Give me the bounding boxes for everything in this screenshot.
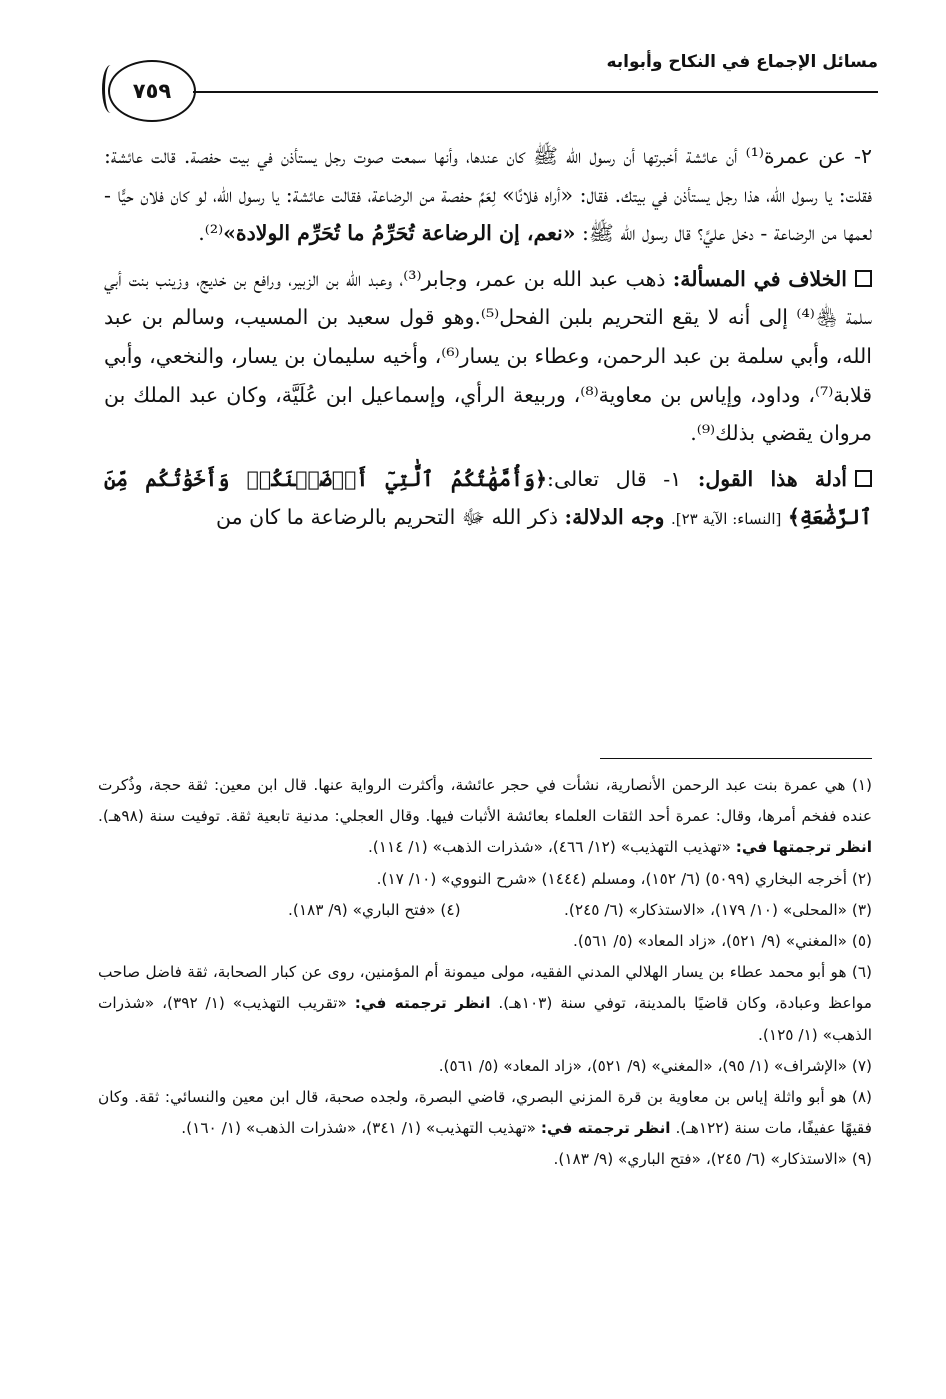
footnote-8 <box>98 1082 872 1144</box>
paragraph-hadith <box>104 137 872 253</box>
footnote-row-3-4 <box>98 895 872 926</box>
footnote-7: (٧) «الإشراف» (١/ ٩٥)، «المغني» (٩/ ٥٢١)، «زاد المعاد» (٥/ ٥٦١). <box>438 1056 872 1075</box>
footnote-1-refs: «تهذيب التهذيب» (١٢/ ٤٦٦)، «شذرات الذهب» (١/ ١١٤). <box>367 838 731 857</box>
footnote-8-label: انظر ترجمته في: <box>540 1119 671 1138</box>
square-bullet-icon <box>855 470 872 487</box>
header-rule <box>193 91 878 93</box>
footnote-8-text: (٨) هو أبو واثلة إياس بن معاوية بن قرة المزني البصري، قاضي البصرة، ولجده صحبة، قال ابن معين والنسائي: ثقة. وكان فقيهًا عفيفًا، مات سنة (١٢٢هـ). <box>98 1088 872 1138</box>
evidence-text-b: ذكر الله ﷻ التحريم بالرضاعة ما كان من <box>216 505 558 530</box>
footnote-3: (٣) «المحلى» (١٠/ ١٧٩)، «الاستذكار» (٦/ ٢٤٥). <box>564 900 872 919</box>
footnote-6 <box>98 957 872 1051</box>
hadith-quote: «نعم، إن الرضاعة تُحَرِّمُ ما تُحَرِّم الولادة» <box>223 221 576 246</box>
footnote-1-text: (١) هي عمرة بنت عبد الرحمن الأنصارية، نشأت في حجر عائشة، وأكثرت الرواية عنها. قال ابن معين: ثقة حجة، وذُكرت عنده ففخم أمرها، وقال: عمرة أحد الثقات العلماء بعائشة الأثبات فيها. وقال العجلي: مدنية تابعية ثقة. توفيت سنة (٩٨هـ). <box>98 776 872 826</box>
footnotes <box>98 770 872 1176</box>
running-title: مسائل الإجماع في النكاح وأبوابه <box>606 52 878 72</box>
section-label-evidence: أدلة هذا القول: <box>697 466 847 491</box>
footnote-separator <box>600 758 872 759</box>
paragraph-evidence <box>104 460 872 539</box>
square-bullet-icon <box>855 270 872 287</box>
footnote-6-text: (٦) هو أبو محمد عطاء بن يسار الهلالي المدني الفقيه، مولى ميمونة أم المؤمنين، روى عن كبار الصحابة، ثقة فاضل صاحب مواعظ وعبادة، وكان قاضيًا بالمدينة، توفي سنة (١٠٣هـ). <box>98 963 872 1013</box>
section-label-disagreement: الخلاف في المسألة: <box>672 266 847 291</box>
footnote-2: (٢) أخرجه البخاري (٥٠٩٩) (٦/ ١٥٢)، ومسلم (١٤٤٤) «شرح النووي» (١٠/ ١٧). <box>376 869 872 888</box>
footnote-6-label: انظر ترجمته في: <box>354 994 491 1013</box>
footnote-1 <box>98 770 872 864</box>
page-number-badge: ٧٥٩ <box>108 60 196 122</box>
hadith-end: ⁽²⁾. <box>198 221 224 246</box>
footnote-4: (٤) «فتح الباري» (٩/ ١٨٣). <box>288 900 461 919</box>
evidence-text-a: ١- قال تعالى: <box>547 466 682 491</box>
main-text <box>104 137 872 539</box>
quran-verse: ﴿وَأُمَّهَٰتُكُمُ ٱلَّٰتِيٓ أَرۡضَعۡنَكُمۡ وَأَخَوَٰتُكُم مِّنَ ٱلرَّضَٰعَةِ﴾ <box>104 466 872 530</box>
paragraph-disagreement <box>104 260 872 453</box>
footnote-8-refs: «تهذيب التهذيب» (١/ ٣٤١)، «شذرات الذهب» (١/ ١٦٠). <box>181 1119 536 1138</box>
footnote-5: (٥) «المغني» (٩/ ٥٢١)، «زاد المعاد» (٥/ ٥٦١). <box>573 932 872 951</box>
section-label-indication: وجه الدلالة: <box>564 505 665 530</box>
footnote-9: (٩) «الاستذكار» (٦/ ٢٤٥)، «فتح الباري» (٩/ ١٨٣). <box>553 1150 872 1169</box>
footnote-6-refs: «تقريب التهذيب» (١/ ٣٩٢)، «شذرات الذهب» (١/ ١٢٥). <box>98 994 872 1044</box>
page-header <box>100 44 878 114</box>
disagreement-text: ذهب عبد الله بن عمر، وجابر⁽³⁾، وعبد الله بن الزبير، ورافع بن خديج، وزينب بنت أبي سلمة ﵃⁽⁴⁾ إلى أنه لا يقع التحريم بلبن الفحل⁽⁵⁾.وهو قول سعيد بن المسيب، وسالم بن عبد الله، وأبي سلمة بن عبد الرحمن، وعطاء بن يسار⁽⁶⁾، وأخيه سليمان بن يسار، والنخعي، وأبي قلابة⁽⁷⁾، وداود، وإياس بن معاوية⁽⁸⁾، وربيعة الرأي، وإسماعيل ابن عُلَيَّة، وكان عبد الملك بن مروان يقضي بذلك⁽⁹⁾. <box>104 266 873 446</box>
footnote-1-label: انظر ترجمتها في: <box>735 838 872 857</box>
hadith-text: ٢- عن عمرة⁽¹⁾ أن عائشة أخبرتها أن رسول الله ﷺ كان عندها، وأنها سمعت صوت رجل يستأذن في بيت حفصة. قالت عائشة: فقلت: يا رسول الله، هذا رجل يستأذن في بيتك. فقال: «أراه فلانًا» لِعَمِّ حفصة من الرضاعة، فقالت عائشة: يا رسول الله، لو كان فلان حيًّا - لعمها من الرضاعة - دخل عليَّ؟ قال رسول الله ﷺ: <box>104 144 873 246</box>
quran-reference: [النساء: الآية ٢٣]. <box>670 510 782 529</box>
